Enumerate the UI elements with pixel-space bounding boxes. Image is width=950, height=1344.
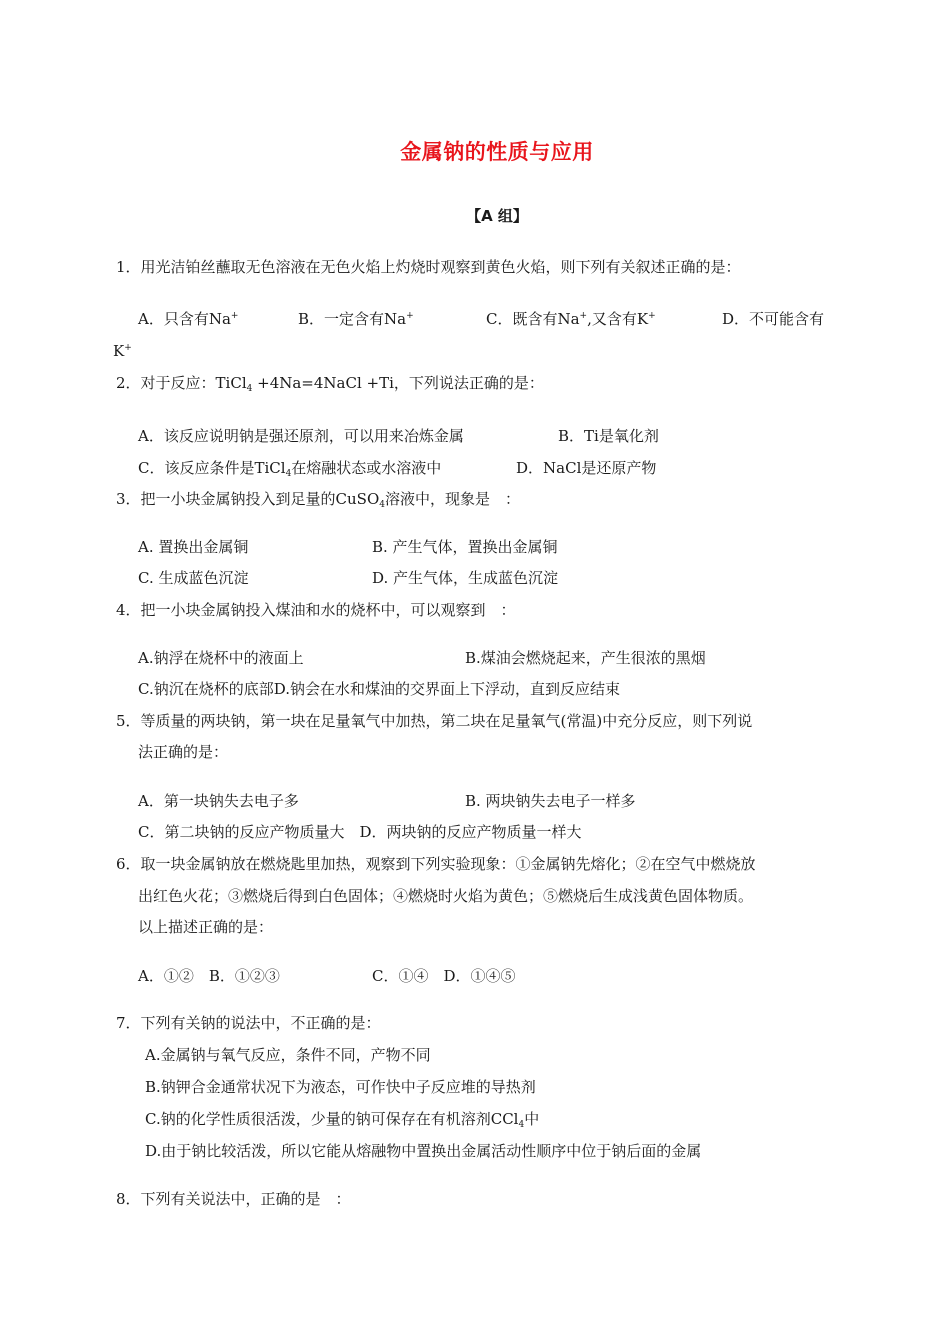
question-2-option-c: C．该反应条件是TiCl$_4$在熔融状态或水溶液中 [138,459,442,479]
question-6-stem: 6．取一块金属钠放在燃烧匙里加热，观察到下列实验现象：①金属钠先熔化；②在空气中燃烧放 [116,855,756,873]
question-1-option-c: C．既含有Na+,又含有K+ [486,310,656,328]
question-2-option-b: B．Ti是氧化剂 [558,427,659,445]
question-7-option-a: A.金属钠与氧气反应，条件不同，产物不同 [145,1046,431,1064]
question-5-stem: 5．等质量的两块钠，第一块在足量氧气中加热，第二块在足量氧气(常温)中充分反应，则下列说 [116,712,753,730]
question-4-option-a: A.钠浮在烧杯中的液面上 [138,649,304,667]
page-title: 金属钠的性质与应用 [400,140,594,164]
question-1-option-a: A．只含有Na+ [138,310,239,328]
question-8-stem: 8．下列有关说法中，正确的是 ： [116,1190,351,1208]
question-1-option-d-wrap: K+ [113,342,132,360]
question-7-option-c: C.钠的化学性质很活泼，少量的钠可保存在有机溶剂CCl$_4$中 [145,1110,540,1130]
question-7-option-d: D.由于钠比较活泼，所以它能从熔融物中置换出金属活动性顺序中位于钠后面的金属 [145,1142,702,1160]
question-1-option-d: D．不可能含有 [722,310,825,328]
question-6-option-cd: C．①④ D．①④⑤ [372,967,516,985]
question-2-option-d: D．NaCl是还原产物 [516,459,657,477]
question-5-option-a: A．第一块钠失去电子多 [138,792,299,810]
question-2-option-a: A．该反应说明钠是强还原剂，可以用来冶炼金属 [138,427,464,445]
question-3-option-a: A. 置换出金属铜 [138,538,249,556]
question-5-stem-cont: 法正确的是： [138,743,229,761]
question-4-stem: 4．把一小块金属钠投入煤油和水的烧杯中，可以观察到 ： [116,601,516,619]
question-3-option-d: D. 产生气体，生成蓝色沉淀 [372,569,559,587]
question-2-stem: 2．对于反应：TiCl$_4$ +4Na=4NaCl +Ti，下列说法正确的是： [116,374,544,394]
question-7-option-b: B.钠钾合金通常状况下为液态，可作快中子反应堆的导热剂 [145,1078,536,1096]
question-7-stem: 7．下列有关钠的说法中，不正确的是： [116,1014,381,1032]
question-1-stem: 1．用光洁铂丝蘸取无色溶液在无色火焰上灼烧时观察到黄色火焰，则下列有关叙述正确的是： [116,258,741,276]
question-3-option-c: C. 生成蓝色沉淀 [138,569,249,587]
question-3-option-b: B. 产生气体，置换出金属铜 [372,538,558,556]
question-4-option-b: B.煤油会燃烧起来，产生很浓的黑烟 [465,649,706,667]
group-heading: 【A 组】 [466,207,528,225]
question-4-option-cd: C.钠沉在烧杯的底部D.钠会在水和煤油的交界面上下浮动，直到反应结束 [138,680,620,698]
question-3-stem: 3．把一小块金属钠投入到足量的CuSO$_4$溶液中，现象是 ： [116,490,521,510]
question-6-option-ab: A．①② B．①②③ [138,967,280,985]
question-5-option-b: B. 两块钠失去电子一样多 [465,792,636,810]
question-6-stem-cont-1: 出红色火花；③燃烧后得到白色固体；④燃烧时火焰为黄色；⑤燃烧后生成浅黄色固体物质。 [138,887,754,905]
question-1-option-b: B．一定含有Na+ [298,310,414,328]
question-5-option-cd: C．第二块钠的反应产物质量大 D．两块钠的反应产物质量一样大 [138,823,582,841]
question-6-stem-cont-2: 以上描述正确的是： [138,918,274,936]
